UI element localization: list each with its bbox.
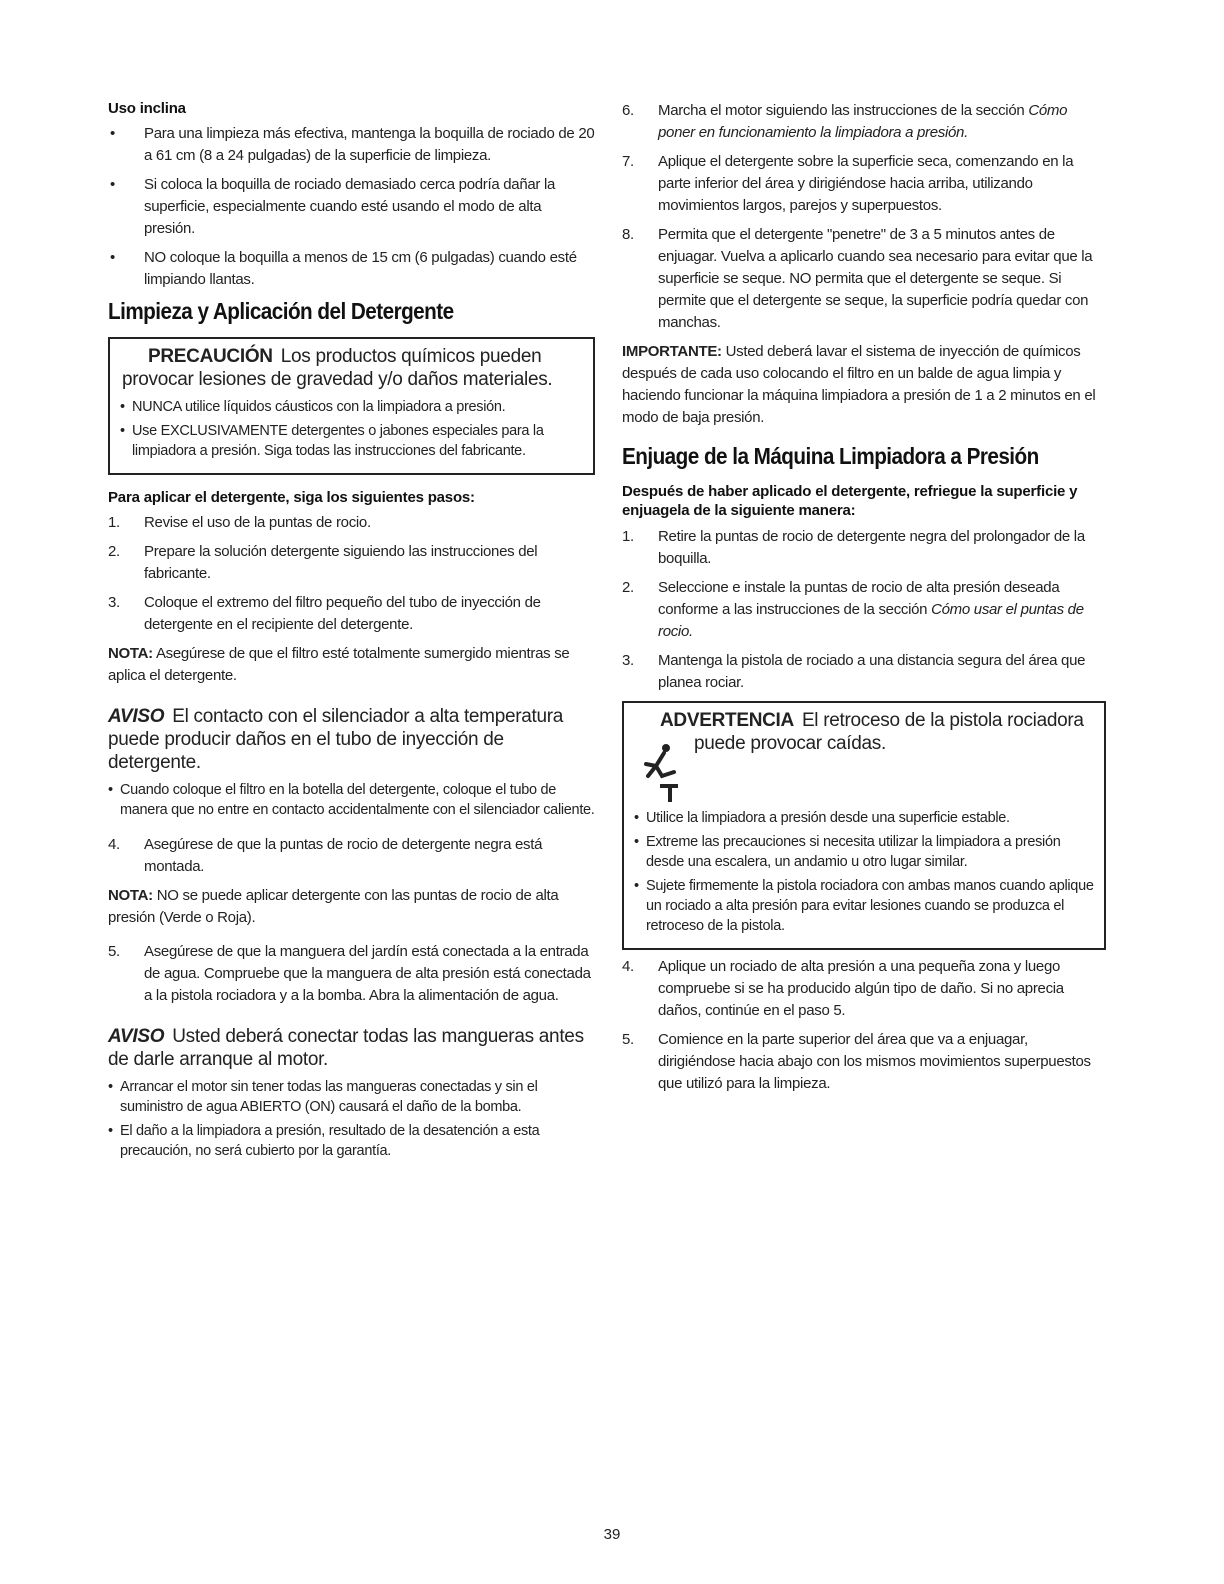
- nota-2: NOTA: NO se puede aplicar detergente con las puntas de rocio de alta presión (Verde o Roja).: [108, 887, 559, 926]
- list-item: 8. Permita que el detergente "penetre" de 3 a 5 minutos antes de enjuagar. Vuelva a aplicarlo cuando sea necesario para evitar que la superficie se seque. NO permita que el detergente se seque. Si permite que el detergente se seque, la superficie podría quedar con manchas.: [622, 226, 1093, 331]
- list-item: • Si coloca la boquilla de rociado demasiado cerca podría dañar la superficie, especialmente cuando esté usando el modo de alta presión.: [110, 176, 556, 237]
- aviso-1: AVISO El contacto con el silenciador a alta temperatura puede producir daños en el tubo de inyección de detergente. • Cuando coloque el filtro en la botella del detergente, coloque el tubo de manera que no entre en contacto accidentalmente con el silenciador caliente.: [108, 705, 595, 820]
- aviso-label: AVISO: [108, 1026, 165, 1047]
- aviso-2-list: [108, 1077, 595, 1161]
- list-item: 4. Asegúrese de que la puntas de rocio de detergente negra está montada.: [108, 836, 543, 875]
- section-title-limpieza: Limpieza y Aplicación del Detergente: [108, 298, 454, 324]
- list-item: 5. Comience en la parte superior del área que va a enjuagar, dirigiéndose hacia abajo con los mismos movimientos superpuestos que utilizó para la limpieza.: [622, 1031, 1091, 1092]
- aviso-1-list: [108, 780, 595, 820]
- steps-list-a: [108, 512, 595, 636]
- list-item: 5. Asegúrese de que la manguera del jardín está conectada a la entrada de agua. Compruebe que la manguera de alta presión está conectada a la pistola rociadora y a la bomba. Abra la alimentación de agua.: [108, 943, 591, 1004]
- nota-1: NOTA: Asegúrese de que el filtro esté totalmente sumergido mientras se aplica el detergente.: [108, 645, 570, 684]
- uso-inclina-title: Uso inclina: [108, 100, 186, 117]
- list-item: 1. Retire la puntas de rocio de detergente negra del prolongador de la boquilla.: [622, 528, 1085, 567]
- precaucion-text: Los productos químicos pueden provocar lesiones de gravedad y/o daños materiales.: [122, 346, 553, 390]
- advertencia-label: ADVERTENCIA: [660, 710, 794, 731]
- right-column: [622, 100, 1106, 1102]
- precaucion-list: [120, 397, 583, 461]
- list-item: 2. Seleccione e instale la puntas de rocio de alta presión deseada conforme a las instrucciones de la sección Cómo usar el puntas de rocio.: [622, 579, 1084, 640]
- list-item: 3. Coloque el extremo del filtro pequeño del tubo de inyección de detergente en el recipiente del detergente.: [108, 594, 541, 633]
- page-number: 39: [603, 1526, 621, 1543]
- list-item: 7. Aplique el detergente sobre la superficie seca, comenzando en la parte inferior del área y dirigiéndose hacia arriba, utilizando movimientos largos, parejos y superpuestos.: [622, 153, 1074, 214]
- uso-inclina-list: [108, 123, 595, 291]
- steps-list-c: [622, 526, 1106, 694]
- list-item: • Extreme las precauciones si necesita utilizar la limpiadora a presión desde una escalera, un andamio u otro lugar similar.: [634, 832, 1094, 872]
- advertencia-text-2: puede provocar caídas.: [694, 733, 886, 754]
- precaucion-label: PRECAUCIÓN: [148, 346, 273, 367]
- list-item: • Para una limpieza más efectiva, mantenga la boquilla de rociado de 20 a 61 cm (8 a 24 pulgadas) de la superficie de limpieza.: [110, 125, 595, 164]
- list-item: • Sujete firmemente la pistola rociadora con ambas manos cuando aplique un rociado a alta presión para evitar lesiones cuando se produzca el retroceso de la pistola.: [634, 876, 1094, 936]
- section-title-enjuage: Enjuage de la Máquina Limpiadora a Presión: [622, 443, 1039, 469]
- steps-list-b: [622, 100, 1106, 334]
- list-item: 1. Revise el uso de la puntas de rocio.: [108, 514, 371, 531]
- enjuage-subtitle: Después de haber aplicado el detergente, refriegue la superficie y enjuagela de la siguiente manera:: [622, 483, 1078, 519]
- aviso-label: AVISO: [108, 706, 165, 727]
- list-item: 6. Marcha el motor siguiendo las instrucciones de la sección Cómo poner en funcionamiento la limpiadora a presión.: [622, 102, 1068, 141]
- importante-note: IMPORTANTE: Usted deberá lavar el sistema de inyección de químicos después de cada uso colocando el filtro en un balde de agua limpia y haciendo funcionar la máquina limpiadora a presión de 1 a 2 minutos en el modo de baja presión.: [622, 343, 1096, 426]
- list-item: • Arrancar el motor sin tener todas las mangueras conectadas y sin el suministro de agua ABIERTO (ON) causará el daño de la bomba.: [108, 1077, 595, 1117]
- steps-list-d: [622, 956, 1106, 1095]
- list-item: • NUNCA utilice líquidos cáusticos con la limpiadora a presión.: [120, 397, 583, 417]
- list-item: • El daño a la limpiadora a presión, resultado de la desatención a esta precaución, no será cubierto por la garantía.: [108, 1121, 595, 1161]
- list-item: 2. Prepare la solución detergente siguiendo las instrucciones del fabricante.: [108, 543, 538, 582]
- precaucion-box: [108, 337, 595, 475]
- list-item: • NO coloque la boquilla a menos de 15 cm (6 pulgadas) cuando esté limpiando llantas.: [110, 249, 577, 288]
- left-column: [108, 100, 595, 1169]
- list-item: 3. Mantenga la pistola de rociado a una distancia segura del área que planea rociar.: [622, 652, 1086, 691]
- advertencia-box: [622, 701, 1106, 950]
- step-5-list: [108, 941, 595, 1007]
- list-item: • Use EXCLUSIVAMENTE detergentes o jabones especiales para la limpiadora a presión. Siga todas las instrucciones del fabricante.: [120, 421, 583, 461]
- steps-title: Para aplicar el detergente, siga los siguientes pasos:: [108, 489, 475, 506]
- list-item: 4. Aplique un rociado de alta presión a una pequeña zona y luego compruebe si se ha producido algún tipo de daño. Si no aprecia daños, continúe en el paso 5.: [622, 958, 1064, 1019]
- advertencia-list: [634, 808, 1094, 936]
- step-4-list: [108, 834, 595, 878]
- advertencia-text: El retroceso de la pistola rociadora: [801, 710, 1084, 731]
- list-item: • Cuando coloque el filtro en la botella del detergente, coloque el tubo de manera que no entre en contacto accidentalmente con el silenciador caliente.: [108, 780, 595, 820]
- slip-fall-warning-icon: [634, 742, 684, 804]
- aviso-2: AVISO Usted deberá conectar todas las mangueras antes de darle arranque al motor. • Arrancar el motor sin tener todas las mangueras conectadas y sin el suministro de agua ABIERTO (ON) causará el daño de la bomba. • El daño a la limpiadora a presión, resultado de la desatención a esta precaución, no será cubierto por la garantía.: [108, 1025, 595, 1161]
- list-item: • Utilice la limpiadora a presión desde una superficie estable.: [634, 808, 1094, 828]
